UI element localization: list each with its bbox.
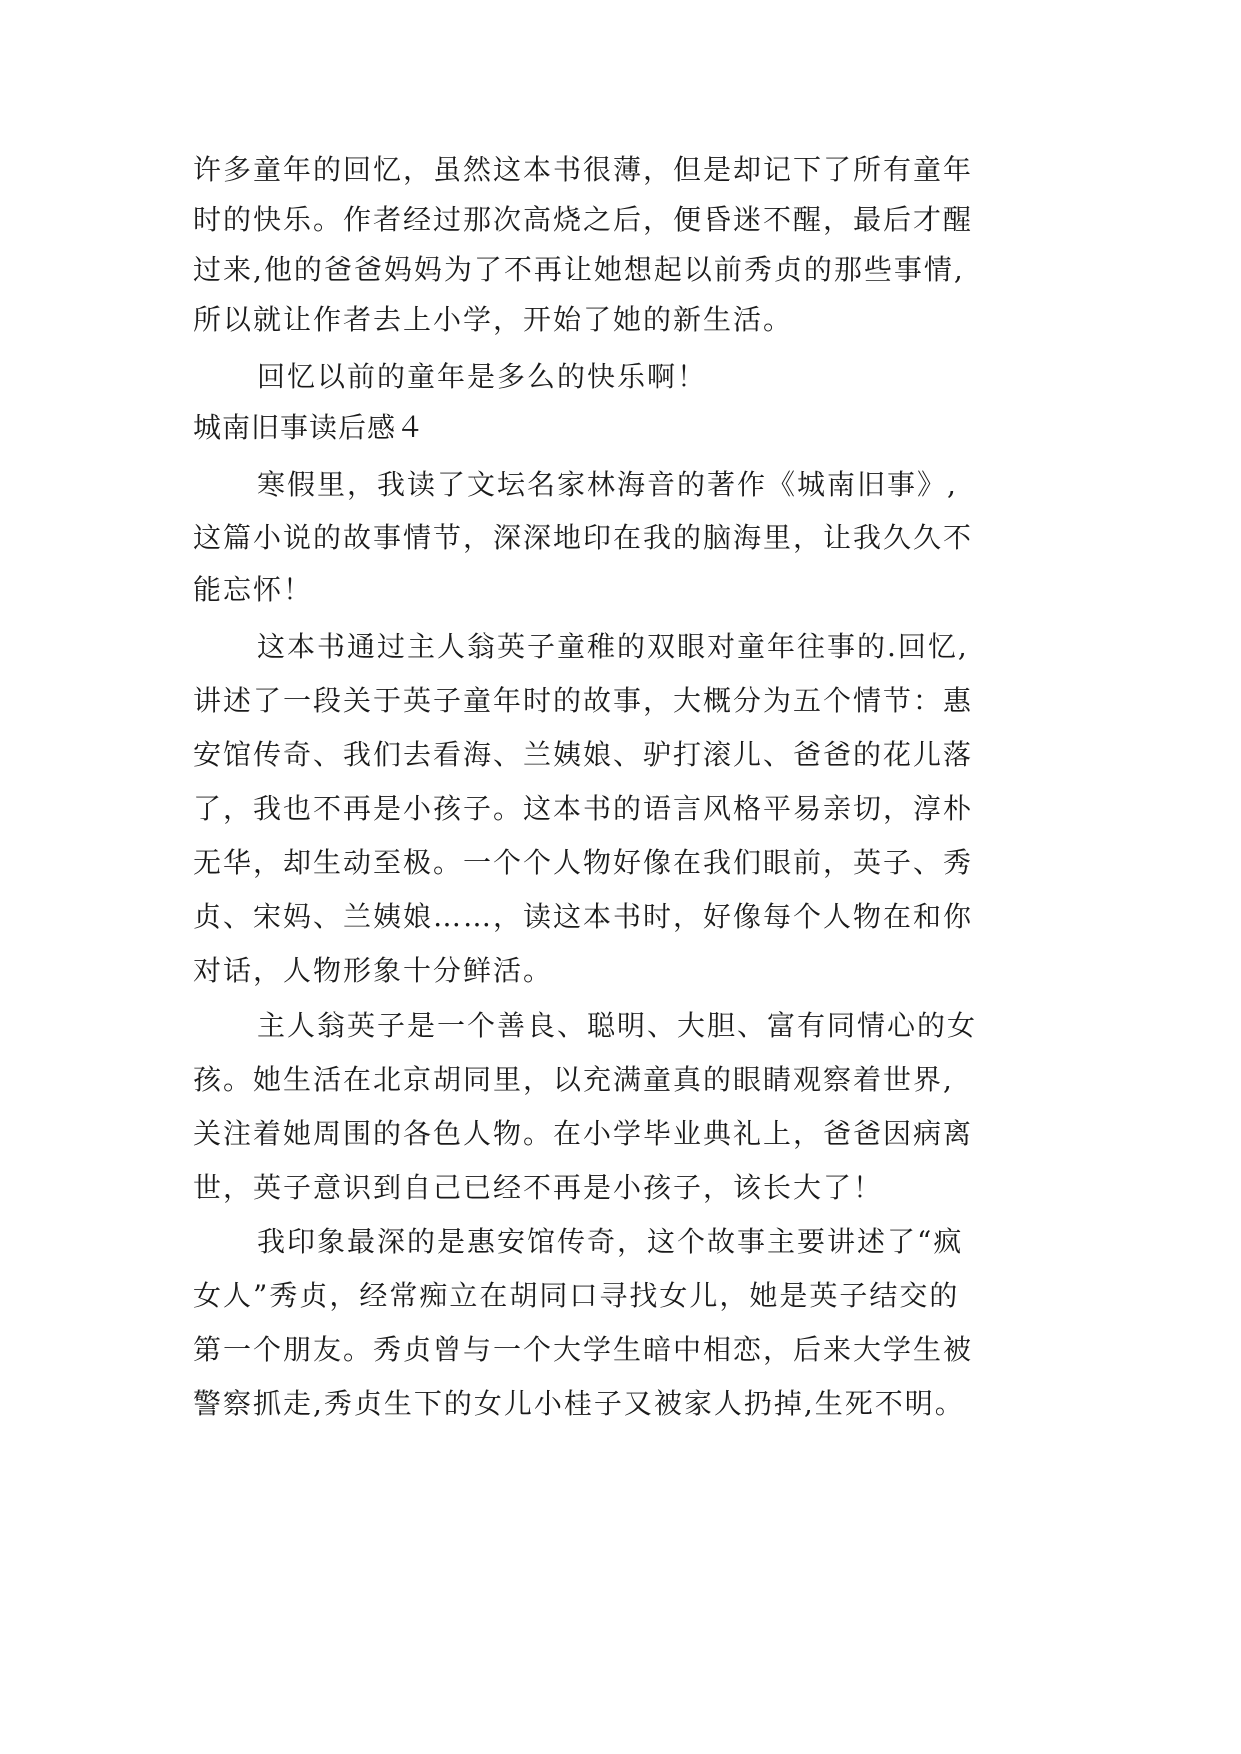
paragraph-line: 许多童年的回忆，虽然这本书很薄，但是却记下了所有童年: [193, 153, 974, 186]
section-heading: 城南旧事读后感４: [193, 411, 426, 444]
paragraph-line: 贞、宋妈、兰姨娘……，读这本书时，好像每个人物在和你: [193, 900, 974, 933]
paragraph-line: 过来,他的爸爸妈妈为了不再让她想起以前秀贞的那些事情,: [193, 253, 965, 286]
paragraph-line: 时的快乐。作者经过那次高烧之后，便昏迷不醒，最后才醒: [193, 203, 974, 236]
paragraph-line: 这篇小说的故事情节，深深地印在我的脑海里，让我久久不: [193, 521, 974, 554]
paragraph-line: 对话，人物形象十分鲜活。: [193, 954, 554, 987]
paragraph-line: 主人翁英子是一个善良、聪明、大胆、富有同情心的女: [257, 1009, 978, 1042]
paragraph-line: 所以就让作者去上小学，开始了她的新生活。: [193, 303, 794, 336]
paragraph-line: 讲述了一段关于英子童年时的故事，大概分为五个情节：惠: [193, 684, 974, 717]
paragraph-line: 了，我也不再是小孩子。这本书的语言风格平易亲切，淳朴: [193, 792, 974, 825]
paragraph-line: 世，英子意识到自己已经不再是小孩子，该长大了！: [193, 1171, 884, 1204]
paragraph-line: 警察抓走,秀贞生下的女儿小桂子又被家人扔掉,生死不明。: [193, 1387, 965, 1420]
paragraph-line: 第一个朋友。秀贞曾与一个大学生暗中相恋，后来大学生被: [193, 1333, 974, 1366]
paragraph-line: 女人”秀贞，经常痴立在胡同口寻找女儿，她是英子结交的: [193, 1279, 960, 1312]
paragraph-line: 我印象最深的是惠安馆传奇，这个故事主要讲述了“疯: [257, 1225, 964, 1258]
paragraph-line: 能忘怀！: [193, 573, 314, 606]
paragraph-line: 回忆以前的童年是多么的快乐啊！: [257, 360, 708, 393]
paragraph-line: 无华，却生动至极。一个个人物好像在我们眼前，英子、秀: [193, 846, 974, 879]
paragraph-line: 孩。她生活在北京胡同里，以充满童真的眼睛观察着世界,: [193, 1063, 954, 1096]
paragraph-line: 这本书通过主人翁英子童稚的双眼对童年往事的.回忆,: [257, 630, 969, 663]
paragraph-line: 关注着她周围的各色人物。在小学毕业典礼上，爸爸因病离: [193, 1117, 974, 1150]
paragraph-line: 寒假里，我读了文坛名家林海音的著作《城南旧事》,: [257, 468, 958, 501]
paragraph-line: 安馆传奇、我们去看海、兰姨娘、驴打滚儿、爸爸的花儿落: [193, 738, 974, 771]
